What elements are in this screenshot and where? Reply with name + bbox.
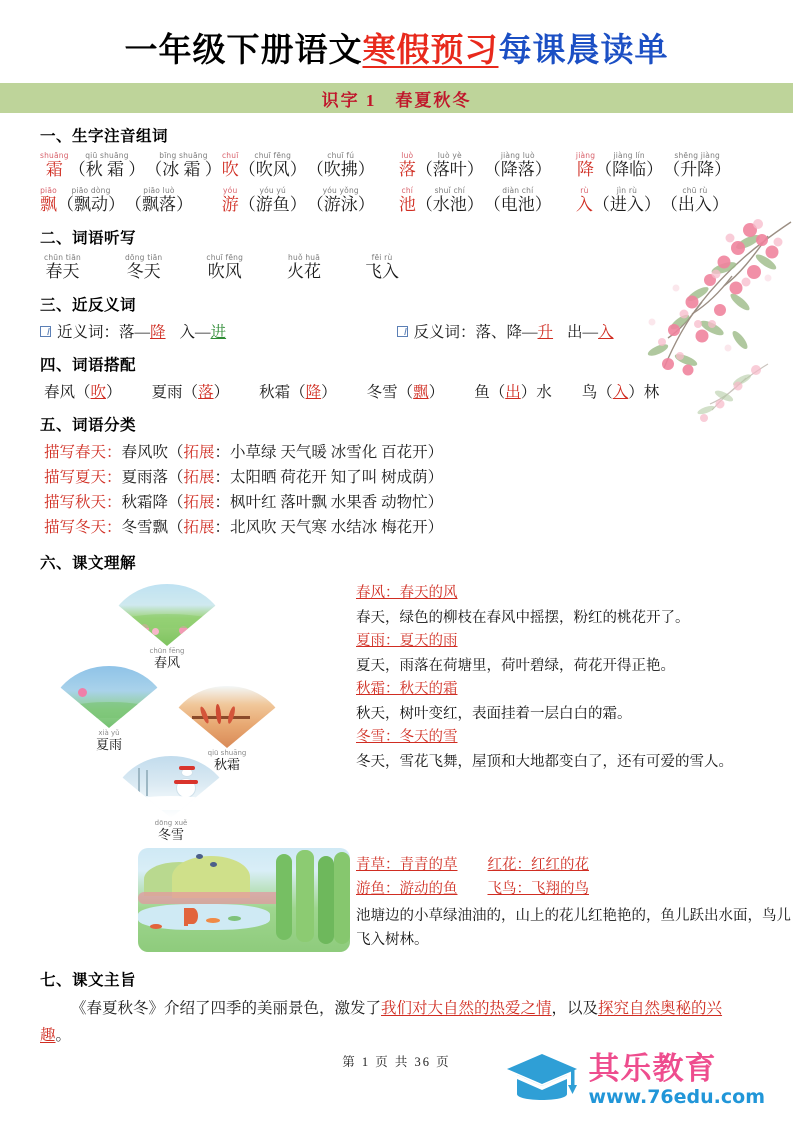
pinyin: fēi rù xyxy=(371,253,393,262)
comprehension-entry xyxy=(356,582,793,630)
fan-summer-label xyxy=(48,729,170,753)
pinyin: chuī fēng xyxy=(254,151,292,160)
answer: 出 xyxy=(505,384,521,401)
title-part-blue: 每课晨读单 xyxy=(498,30,669,69)
word: （吹风） xyxy=(238,160,307,179)
pinyin: qiū shuāng xyxy=(85,151,129,160)
character: 飘 xyxy=(40,195,57,214)
word: 春天 xyxy=(45,262,80,281)
label: 春风 xyxy=(153,655,180,670)
character: 吹 xyxy=(221,160,239,179)
classification-row: 描写春天：春风吹（拓展：小草绿 天气暖 冰雪化 百花开） xyxy=(44,444,444,461)
entry-body: 夏天，雨落在荷塘里，荷叶碧绿，荷花开得正艳。 xyxy=(356,658,675,674)
pencil-checkbox-icon xyxy=(40,326,51,337)
comprehension-entry xyxy=(356,726,793,774)
pair-right: 红花：红红的花 xyxy=(487,857,589,873)
dictation-row xyxy=(40,253,753,282)
word: （电池） xyxy=(483,195,552,214)
collocation-item: 鸟（入）林 xyxy=(581,384,660,401)
word: 飞入 xyxy=(365,262,400,281)
word: （游鱼） xyxy=(238,195,307,214)
pinyin: piāo dòng xyxy=(71,186,111,195)
extension-tag: 拓展 xyxy=(183,444,215,461)
section-4-heading: 四、词语搭配 xyxy=(40,356,137,374)
vocab-cell xyxy=(576,151,753,180)
fan-spring xyxy=(106,584,228,671)
answer: 入 xyxy=(612,384,629,401)
label: 秋霜 xyxy=(213,757,240,772)
comprehension-entry xyxy=(356,678,793,726)
answer: 降 xyxy=(150,324,166,341)
answer: 进 xyxy=(210,324,227,341)
entry-body: 冬天，雪花飞舞，屋顶和大地都变白了，还有可爱的雪人。 xyxy=(356,754,733,770)
collocation-item: 冬雪（飘） xyxy=(366,384,445,401)
word: 火花 xyxy=(287,262,322,281)
synonym-item: 入—进 xyxy=(179,324,227,341)
pinyin: shuǐ chí xyxy=(434,186,466,195)
pinyin: chuī xyxy=(221,151,239,160)
word: （降临） xyxy=(595,160,664,179)
title-part-red: 寒假预习 xyxy=(362,30,499,69)
title-part-black: 一年级下册语文 xyxy=(124,30,363,69)
pinyin: rù xyxy=(580,186,589,195)
pair-left: 游鱼：游动的鱼 xyxy=(356,881,458,897)
character: 入 xyxy=(575,195,593,214)
category-label: 描写秋天： xyxy=(44,494,122,511)
pinyin: jìn rù xyxy=(616,186,638,195)
word: （降落） xyxy=(483,160,552,179)
logo-text xyxy=(588,1050,765,1108)
pair-left: 青草：青青的草 xyxy=(356,857,458,873)
fan-summer xyxy=(48,666,170,753)
entry-head: 秋霜：秋天的霜 xyxy=(356,681,458,697)
word: 吹风 xyxy=(207,262,242,281)
collocation-row xyxy=(40,380,753,402)
vocab-grid xyxy=(40,151,753,215)
entry-body: 春天，绿色的柳枝在春风中摇摆，粉红的桃花开了。 xyxy=(356,610,690,626)
section-6-heading: 六、课文理解 xyxy=(40,554,137,572)
section-7-heading: 七、课文主旨 xyxy=(40,971,137,989)
classification-row: 描写夏天：夏雨落（拓展：太阳晒 荷花开 知了叫 树成荫） xyxy=(44,469,444,486)
pinyin: yóu yú xyxy=(259,186,287,195)
character: 池 xyxy=(398,195,416,214)
word: （游泳） xyxy=(306,195,375,214)
section-1-heading: 一、生字注音组词 xyxy=(40,127,169,145)
answer: 飘 xyxy=(413,384,429,401)
collocation-item: 鱼（出）水 xyxy=(474,384,552,401)
theme-paragraph: 《春夏秋冬》介绍了四季的美丽景色，激发了我们对大自然的热爱之情，以及探究自然奥秘的兴趣。 xyxy=(40,1000,723,1044)
page-footer xyxy=(0,1036,793,1122)
lesson-banner-text: 识字 1 春夏秋冬 xyxy=(321,90,472,110)
classification-row: 描写秋天：秋霜降（拓展：枫叶红 落叶飘 水果香 动物忙） xyxy=(44,494,444,511)
logo-website-url: www.76edu.com xyxy=(588,1085,765,1108)
fan-winter xyxy=(110,756,232,843)
label: 夏雨 xyxy=(95,737,122,752)
collocation-item: 秋霜（降） xyxy=(259,384,337,401)
antonym-label: 反义词： xyxy=(413,324,476,341)
page-title xyxy=(40,0,753,71)
collocation-item: 夏雨（落） xyxy=(151,384,230,401)
vocab-cell xyxy=(576,186,753,215)
dictation-item xyxy=(125,253,162,282)
word: 冬天 xyxy=(126,262,161,281)
lesson-banner xyxy=(0,83,793,113)
pond-illustration xyxy=(138,848,350,952)
pinyin: piāo luò xyxy=(143,186,175,195)
synonym-antonym-row xyxy=(40,320,753,342)
pinyin: shuāng xyxy=(40,151,69,160)
pond-pair-row xyxy=(356,878,793,902)
word: （冰 霜 ） xyxy=(145,160,222,179)
antonym-group xyxy=(397,320,754,342)
answer: 入 xyxy=(598,324,614,341)
word: （出入） xyxy=(660,195,729,214)
answer: 升 xyxy=(537,324,554,341)
word: （吹拂） xyxy=(306,160,375,179)
classification-list xyxy=(40,440,753,540)
antonym-item: 出—入 xyxy=(567,324,614,341)
pinyin: shēng jiàng xyxy=(674,151,721,160)
pond-pair-row xyxy=(356,854,793,878)
brand-logo xyxy=(505,1052,765,1108)
pinyin: jiàng lín xyxy=(613,151,645,160)
antonym-item: 落、降—升 xyxy=(475,324,554,341)
page-number: 第 1 页 共 36 页 xyxy=(342,1055,451,1069)
dictation-item xyxy=(206,253,243,282)
pinyin: dōng xuě xyxy=(154,819,188,827)
pinyin: jiàng xyxy=(575,151,596,160)
fan-spring-image xyxy=(106,584,228,646)
pinyin: chuī fēng xyxy=(206,253,244,262)
pinyin: jiàng luò xyxy=(500,151,535,160)
comprehension-block xyxy=(40,578,753,842)
character: 霜 xyxy=(45,160,63,179)
graduation-cap-icon xyxy=(505,1052,579,1108)
category-label: 描写春天： xyxy=(44,444,122,461)
pinyin: xià yǔ xyxy=(98,729,120,737)
theme-highlight-1: 我们对大自然的热爱之情 xyxy=(381,1000,552,1017)
pinyin: chuī fú xyxy=(327,151,355,160)
extension-tag: 拓展 xyxy=(183,494,215,511)
answer: 落 xyxy=(198,384,214,401)
pencil-checkbox-icon xyxy=(397,326,408,337)
pinyin: bīng shuāng xyxy=(159,151,208,160)
pinyin: dōng tiān xyxy=(124,253,163,262)
fan-winter-image xyxy=(110,756,232,818)
pinyin: piāo xyxy=(40,186,57,195)
answer: 吹 xyxy=(90,384,107,401)
word: （秋 霜 ） xyxy=(68,160,146,179)
pinyin: luò xyxy=(401,151,414,160)
synonym-item: 落—降 xyxy=(119,324,166,341)
pond-text xyxy=(356,854,793,952)
section-5-heading: 五、词语分类 xyxy=(40,416,137,434)
word: （飘落） xyxy=(125,195,193,214)
theme-highlight-2: 探究自然奥秘的兴趣 xyxy=(40,1000,723,1044)
vocab-cell xyxy=(222,151,399,180)
synonym-group xyxy=(40,320,397,342)
fan-autumn-image xyxy=(166,686,288,748)
entry-body: 秋天，树叶变红，表面挂着一层白白的霜。 xyxy=(356,706,632,722)
collocation-item: 春风（吹） xyxy=(44,384,122,401)
character: 游 xyxy=(221,195,239,214)
classification-row: 描写冬天：冬雪飘（拓展：北风吹 天气寒 水结冰 梅花开） xyxy=(44,519,444,536)
word: （进入） xyxy=(592,195,661,214)
pinyin: diàn chí xyxy=(502,186,534,195)
fan-illustration-group xyxy=(48,578,348,842)
vocab-cell xyxy=(399,186,576,215)
word: （飘动） xyxy=(57,195,125,214)
entry-head: 春风：春天的风 xyxy=(356,585,458,601)
comprehension-text xyxy=(356,582,793,774)
character: 落 xyxy=(398,160,416,179)
pinyin: luò yè xyxy=(437,151,462,160)
label: 冬雪 xyxy=(157,827,184,842)
comprehension-entry xyxy=(356,630,793,678)
entry-head: 冬雪：冬天的雪 xyxy=(356,729,458,745)
logo-brand-name: 其乐教育 xyxy=(588,1050,717,1087)
dictation-item xyxy=(44,253,81,282)
pinyin: yóu yǒng xyxy=(322,186,359,195)
extension-tag: 拓展 xyxy=(183,469,215,486)
pinyin: chūn tiān xyxy=(44,253,81,262)
synonym-label: 近义词： xyxy=(57,324,120,341)
fan-summer-image xyxy=(48,666,170,728)
word: （水池） xyxy=(415,195,484,214)
pinyin: qiū shuāng xyxy=(207,749,247,757)
vocab-cell xyxy=(40,151,222,180)
word: （升降） xyxy=(663,160,732,179)
answer: 降 xyxy=(305,384,322,401)
pinyin: chū rù xyxy=(682,186,708,195)
pair-right: 飞鸟：飞翔的鸟 xyxy=(487,881,589,897)
category-label: 描写冬天： xyxy=(44,519,122,536)
pinyin: yóu xyxy=(223,186,238,195)
pond-block xyxy=(40,844,791,964)
character: 降 xyxy=(577,160,595,179)
fan-winter-label xyxy=(110,819,232,843)
vocab-cell xyxy=(399,151,576,180)
pond-body: 池塘边的小草绿油油的，山上的花儿红艳艳的，鱼儿跃出水面，鸟儿飞入树林。 xyxy=(356,908,791,948)
section-2-heading: 二、词语听写 xyxy=(40,229,137,247)
vocab-cell xyxy=(40,186,222,215)
pinyin: chūn fēng xyxy=(149,647,185,655)
category-label: 描写夏天： xyxy=(44,469,122,486)
entry-head: 夏雨：夏天的雨 xyxy=(356,633,458,649)
dictation-item xyxy=(365,253,399,282)
pinyin: huǒ huā xyxy=(288,253,321,262)
extension-tag: 拓展 xyxy=(183,519,215,536)
word: （落叶） xyxy=(415,160,484,179)
dictation-item xyxy=(287,253,321,282)
section-3-heading: 三、近反义词 xyxy=(40,296,137,314)
vocab-cell xyxy=(222,186,399,215)
pinyin: chí xyxy=(401,186,414,195)
